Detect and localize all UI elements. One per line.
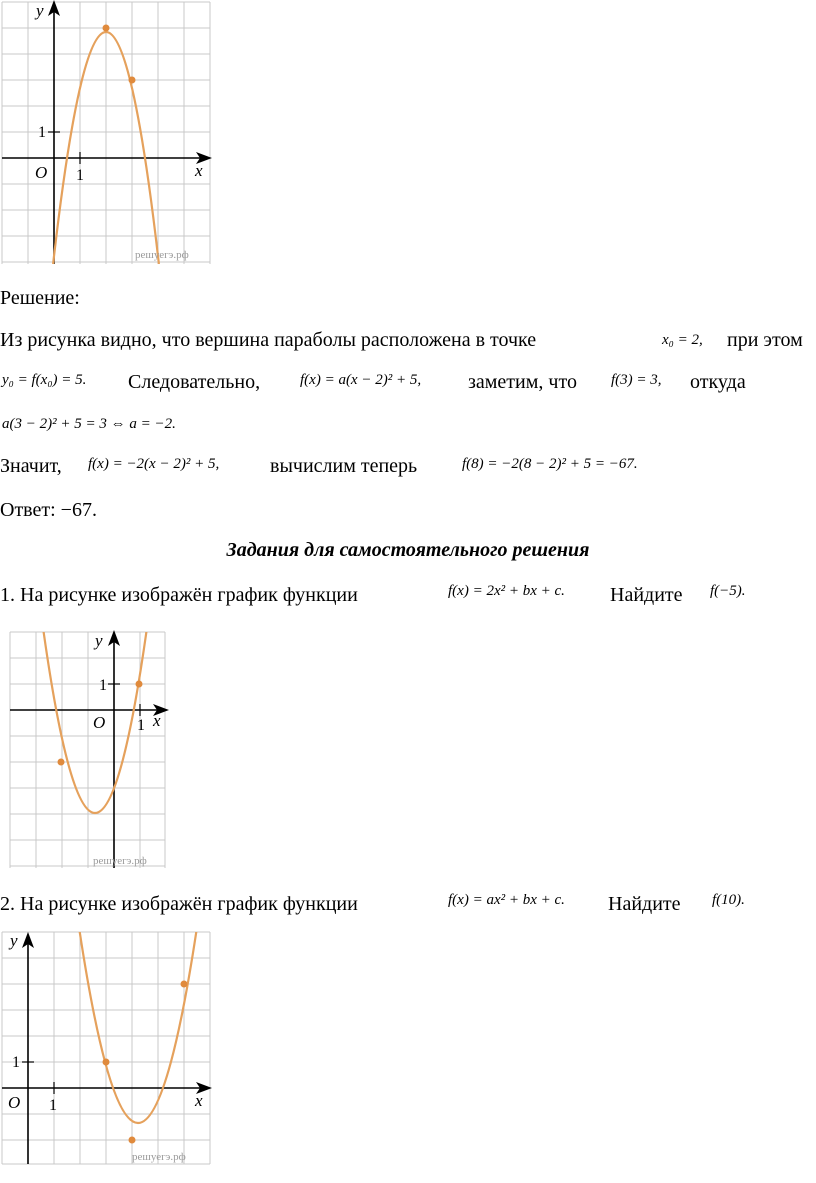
graph-point bbox=[181, 981, 188, 988]
tick-x-label: 1 bbox=[49, 1097, 57, 1114]
graph-point bbox=[103, 1059, 110, 1066]
vertex-point bbox=[129, 1137, 136, 1144]
task-2-find-text: Найдите bbox=[608, 893, 681, 915]
solution-line-2-text-2: заметим, что bbox=[468, 371, 577, 393]
origin-label: O bbox=[93, 713, 106, 732]
watermark: решуегэ.рф bbox=[135, 249, 189, 261]
axis-label-y: y bbox=[10, 931, 18, 950]
tick-y-label: 1 bbox=[99, 677, 107, 694]
origin-label: O bbox=[8, 1093, 21, 1112]
solution-line-2-math-1: y₀ = f(x₀) = 5. bbox=[2, 372, 87, 388]
axes bbox=[2, 932, 212, 1164]
solution-line-2-math-3: f(3) = 3, bbox=[611, 372, 662, 388]
solution-line-2-text-1: Следовательно, bbox=[128, 371, 261, 393]
solution-line-2-math-2: f(x) = a(x − 2)² + 5, bbox=[300, 372, 422, 388]
tick-y-label: 1 bbox=[12, 1054, 20, 1071]
grid bbox=[2, 932, 210, 1164]
solution-line-1-tail: при этом bbox=[727, 329, 803, 351]
solution-heading: Решение: bbox=[0, 287, 80, 309]
tick-x-label: 1 bbox=[137, 717, 145, 734]
task-2-find-math: f(10). bbox=[712, 892, 745, 908]
solution-line-2-text-3: откуда bbox=[690, 371, 746, 393]
axis-label-y: y bbox=[36, 1, 44, 20]
task-1-text: 1. На рисунке изображён график функции bbox=[0, 584, 358, 606]
task-2-text: 2. На рисунке изображён график функции bbox=[0, 893, 358, 915]
solution-line-4-math-2: f(8) = −2(8 − 2)² + 5 = −67. bbox=[462, 456, 638, 472]
solution-line-4-text-2: вычислим теперь bbox=[270, 455, 418, 477]
watermark: решуегэ.рф bbox=[93, 855, 147, 867]
graph-point bbox=[129, 77, 136, 84]
axis-label-x: x bbox=[195, 161, 203, 180]
solution-line-4-math-1: f(x) = −2(x − 2)² + 5, bbox=[88, 456, 220, 472]
task-2-formula: f(x) = ax² + bx + c. bbox=[448, 892, 565, 908]
solution-line-1-text: Из рисунка видно, что вершина параболы расположена в точке bbox=[0, 329, 537, 351]
watermark: решуегэ.рф bbox=[132, 1151, 186, 1163]
solution-line-4-text-1: Значит, bbox=[0, 455, 62, 477]
solution-line-3-math: a(3 − 2)² + 5 = 3 ⇔ a = −2. bbox=[2, 416, 176, 432]
solution-line-1-math: x₀ = 2, bbox=[662, 332, 703, 348]
tick-y-label: 1 bbox=[38, 124, 46, 141]
tick-x-label: 1 bbox=[76, 167, 84, 184]
task-1-find-math: f(−5). bbox=[710, 583, 746, 599]
task-1-formula: f(x) = 2x² + bx + c. bbox=[448, 583, 565, 599]
task-1-find-text: Найдите bbox=[610, 584, 683, 606]
axis-label-x: x bbox=[153, 711, 161, 730]
graph-3 bbox=[0, 928, 215, 1168]
graph-point bbox=[136, 681, 143, 688]
axis-label-x: x bbox=[195, 1091, 203, 1110]
graph-2 bbox=[5, 628, 170, 872]
tasks-heading: Задания для самостоятельного решения bbox=[226, 539, 590, 561]
origin-label: O bbox=[35, 163, 48, 182]
grid bbox=[2, 2, 210, 264]
answer: Ответ: −67. bbox=[0, 499, 97, 521]
axis-label-y: y bbox=[95, 631, 103, 650]
vertex-point bbox=[103, 25, 110, 32]
axes bbox=[10, 630, 169, 868]
graph-point bbox=[58, 759, 65, 766]
graph-1 bbox=[0, 0, 215, 268]
